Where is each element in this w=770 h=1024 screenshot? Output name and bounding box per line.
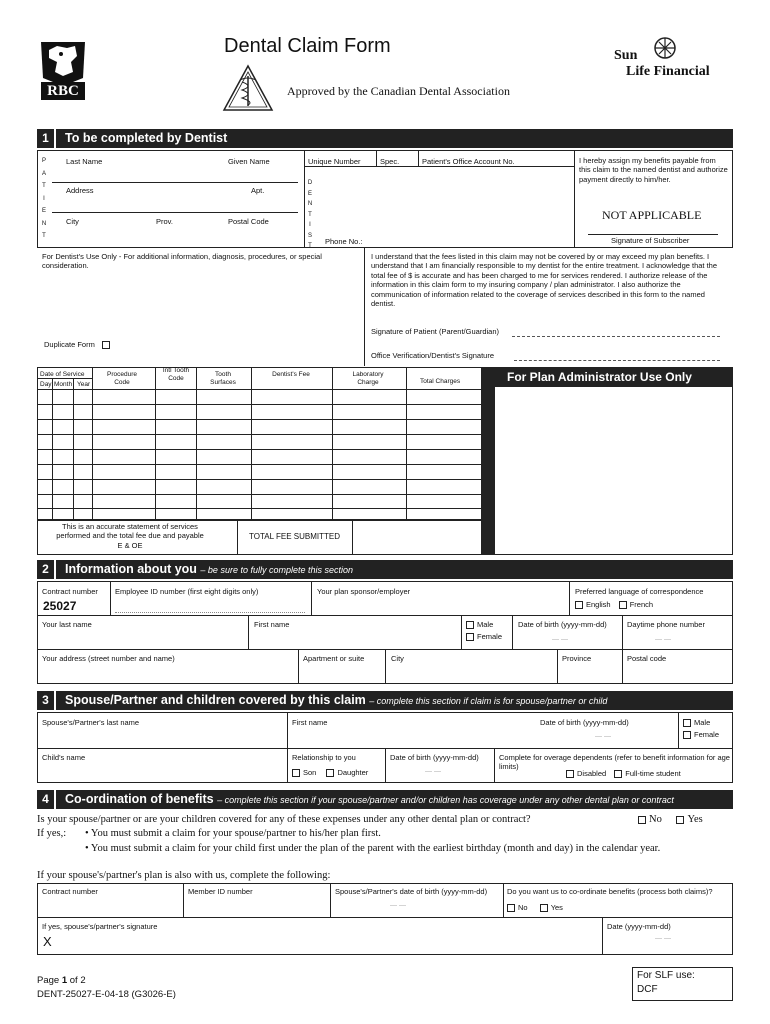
page-title: Dental Claim Form <box>224 35 391 57</box>
table-row[interactable] <box>37 404 482 405</box>
section-1-header <box>37 129 733 148</box>
section-2-header <box>37 560 733 579</box>
your-address-label: Your address (street number and name) <box>42 654 175 663</box>
spouse-last-name-label: Spouse's/Partner's last name <box>42 718 140 727</box>
coordinate-options: No Yes <box>507 903 563 912</box>
daughter-checkbox[interactable] <box>326 769 334 777</box>
last-name-label: Last Name <box>66 157 103 166</box>
total-fee-label: TOTAL FEE SUBMITTED <box>249 532 340 541</box>
table-row[interactable] <box>37 494 482 495</box>
slf-use-label: For SLF use: <box>637 970 695 981</box>
female-checkbox[interactable] <box>466 633 474 641</box>
table-row[interactable] <box>37 464 482 465</box>
table-row[interactable] <box>37 419 482 420</box>
cda-caduceus-icon <box>222 64 274 112</box>
signature-patient-label: Signature of Patient (Parent/Guardian) <box>371 327 499 336</box>
child-dob-placeholder[interactable]: — — <box>425 768 441 775</box>
section-2-title: Information about you – be sure to fully complete this section <box>65 562 353 576</box>
statement-text: This is an accurate statement of services performed and the total fee due and payable E & OE <box>56 522 204 550</box>
disabled-checkbox[interactable] <box>566 770 574 778</box>
gender-options: Male Female <box>466 620 502 642</box>
phone-placeholder[interactable]: — — <box>655 636 671 643</box>
plan-admin-inner <box>494 386 733 555</box>
dcf-label: DCF <box>637 984 658 995</box>
section-3-header <box>37 691 733 710</box>
contract-number-label: Contract number <box>42 587 98 596</box>
coordinate-no-checkbox[interactable] <box>507 904 515 912</box>
cda-approval: Approved by the Canadian Dental Association <box>287 84 510 98</box>
plan-admin-title: For Plan Administrator Use Only <box>507 370 692 384</box>
postal-code-label-2: Postal code <box>627 654 667 663</box>
male-checkbox[interactable] <box>466 621 474 629</box>
duplicate-form-checkbox[interactable] <box>102 341 110 349</box>
son-checkbox[interactable] <box>292 769 300 777</box>
spouse-dob-placeholder[interactable]: — — <box>595 733 611 740</box>
apt-label: Apt. <box>251 186 265 195</box>
relationship-options: Son Daughter <box>292 768 368 777</box>
dentists-fee-header: Dentist's Fee <box>272 371 310 378</box>
first-name-label: First name <box>254 620 290 629</box>
employee-id-label: Employee ID number (first eight digits only) <box>115 587 259 596</box>
coordinate-question-label: Do you want us to co-ordinate benefits (process both claims)? <box>507 887 713 896</box>
rbc-logo-text: RBC <box>47 83 79 99</box>
section-4-header <box>37 790 733 809</box>
assign-benefits-text: I hereby assign my benefits payable from this claim to the named dentist and authorize payment directly to him/her. <box>579 156 728 184</box>
total-charges-header: Total Charges <box>420 378 461 385</box>
year-header: Year <box>77 381 91 388</box>
spouse-signature-x[interactable]: X <box>43 934 52 949</box>
preferred-language-label: Preferred language of correspondence <box>575 587 704 596</box>
table-row[interactable] <box>37 479 482 480</box>
unique-number-label: Unique Number <box>308 157 361 166</box>
given-name-label: Given Name <box>228 157 270 166</box>
spouse-female-checkbox[interactable] <box>683 731 691 739</box>
sunlife-logo-financial: Life Financial <box>626 64 710 79</box>
province-label: Province <box>562 654 592 663</box>
signature-subscriber-label: Signature of Subscriber <box>611 236 690 245</box>
sunlife-logo <box>612 34 734 84</box>
spouse-signature-label: If yes, spouse's/partner's signature <box>42 922 158 931</box>
procedure-code-header: Procedure Code <box>107 371 137 387</box>
date-of-service-header: Date of Service <box>40 371 85 378</box>
daytime-phone-label: Daytime phone number <box>627 620 705 629</box>
spouse-first-name-label: First name <box>292 718 328 727</box>
language-options: English French <box>575 600 653 609</box>
table-row[interactable] <box>37 434 482 435</box>
coord-yes-checkbox[interactable] <box>676 816 684 824</box>
patient-vertical-label: P A T I E N T <box>41 158 47 239</box>
signature-date-label: Date (yyyy-mm-dd) <box>607 922 671 931</box>
dob-placeholder[interactable]: — — <box>552 636 568 643</box>
fulltime-checkbox[interactable] <box>614 770 622 778</box>
tooth-surfaces-header: Tooth Surfaces <box>210 371 236 387</box>
section-1-number: 1 <box>37 129 56 148</box>
overage-label: Complete for overage dependents (refer to benefit information for age limits) <box>499 753 730 772</box>
address-label: Address <box>66 186 94 195</box>
city-label: City <box>66 217 79 226</box>
overage-options: Disabled Full-time student <box>566 769 681 778</box>
dentist-use-text: For Dentist's Use Only - For additional information, diagnosis, procedures, or special consideration. <box>42 252 322 271</box>
office-verification-label: Office Verification/Dentist's Signature <box>371 351 495 360</box>
spouse-gender-options: Male Female <box>683 718 719 740</box>
form-code: DENT-25027-E-04-18 (G3026-E) <box>37 989 176 1000</box>
postal-code-label: Postal Code <box>228 217 269 226</box>
day-header: Day <box>40 381 52 388</box>
french-checkbox[interactable] <box>619 601 627 609</box>
coord-no-checkbox[interactable] <box>638 816 646 824</box>
relationship-label: Relationship to you <box>292 753 356 762</box>
page-number: Page 1 of 2 <box>37 975 86 986</box>
spouse-dob-placeholder-2[interactable]: — — <box>390 902 406 909</box>
english-checkbox[interactable] <box>575 601 583 609</box>
table-row[interactable] <box>37 508 482 509</box>
if-yes-label: If yes,: <box>37 828 67 839</box>
coordination-answer-options: No Yes <box>638 814 703 825</box>
duplicate-form-label: Duplicate Form <box>44 340 113 349</box>
section-1-title: To be completed by Dentist <box>65 131 228 145</box>
section-3-title: Spouse/Partner and children covered by this claim – complete this section if claim is for spouse/partner or child <box>65 693 608 707</box>
section-3-number: 3 <box>37 691 56 710</box>
bullet-2: • You must submit a claim for your child first under the plan of the parent with the earliest birthday (month and day) in the calendar year. <box>85 843 661 854</box>
spouse-contract-label: Contract number <box>42 887 98 896</box>
laboratory-charge-header: Laboratory Charge <box>352 371 384 387</box>
section-4-title: Co-ordination of benefits – complete this section if your spouse/partner and/or children has coverage under any other dental plan or contract <box>65 792 674 806</box>
bullet-1: • You must submit a claim for your spouse/partner to his/her plan first. <box>85 828 381 839</box>
coordinate-yes-checkbox[interactable] <box>540 904 548 912</box>
dob-label: Date of birth (yyyy-mm-dd) <box>518 620 607 629</box>
authorization-text: I understand that the fees listed in this claim may not be covered by or may exceed my plan benefits. I understand that I am financially responsible to my dentist for the entire treatment. I acknowledge that the total fee of $ is accurate and has been charged to me for services rendered. I authorize release of the information in this claim form to my insuring company / plan administrator. I also authorize the communication of information related to the coverage of services described in this form to the named dentist. <box>371 252 718 308</box>
plan-sponsor-label: Your plan sponsor/employer <box>317 587 411 596</box>
section-4-number: 4 <box>37 790 56 809</box>
rbc-logo <box>37 38 89 102</box>
sunlife-logo-sun: Sun <box>614 48 638 63</box>
table-row[interactable] <box>37 449 482 450</box>
sun-icon <box>652 34 678 62</box>
apartment-label: Apartment or suite <box>303 654 365 663</box>
not-applicable-stamp: NOT APPLICABLE <box>602 208 702 222</box>
contract-number-value[interactable]: 25027 <box>43 599 77 613</box>
city-label-2: City <box>391 654 404 663</box>
phone-label: Phone No.: <box>325 237 363 246</box>
your-last-name-label: Your last name <box>42 620 92 629</box>
dentist-vertical-label: D E N T I S T <box>307 180 313 249</box>
member-id-label: Member ID number <box>188 887 253 896</box>
signature-date-placeholder[interactable]: — — <box>655 935 671 942</box>
child-dob-label: Date of birth (yyyy-mm-dd) <box>390 753 479 762</box>
month-header: Month <box>54 381 73 388</box>
spec-label: Spec. <box>380 157 400 166</box>
also-with-us-text: If your spouse's/partner's plan is also with us, complete the following: <box>37 870 331 881</box>
spouse-dob-label-2: Spouse's/Partner's date of birth (yyyy-mm-dd) <box>335 887 488 896</box>
childs-name-label: Child's name <box>42 753 86 762</box>
spouse-dob-label: Date of birth (yyyy-mm-dd) <box>540 718 629 727</box>
spouse-male-checkbox[interactable] <box>683 719 691 727</box>
coordination-question: Is your spouse/partner or are your children covered for any of these expenses under any other dental plan or contract? <box>37 814 531 825</box>
section-2-number: 2 <box>37 560 56 579</box>
prov-label: Prov. <box>156 217 173 226</box>
intl-tooth-code-header: Intl Tooth Code <box>162 367 190 383</box>
office-account-label: Patient's Office Account No. <box>422 157 515 166</box>
